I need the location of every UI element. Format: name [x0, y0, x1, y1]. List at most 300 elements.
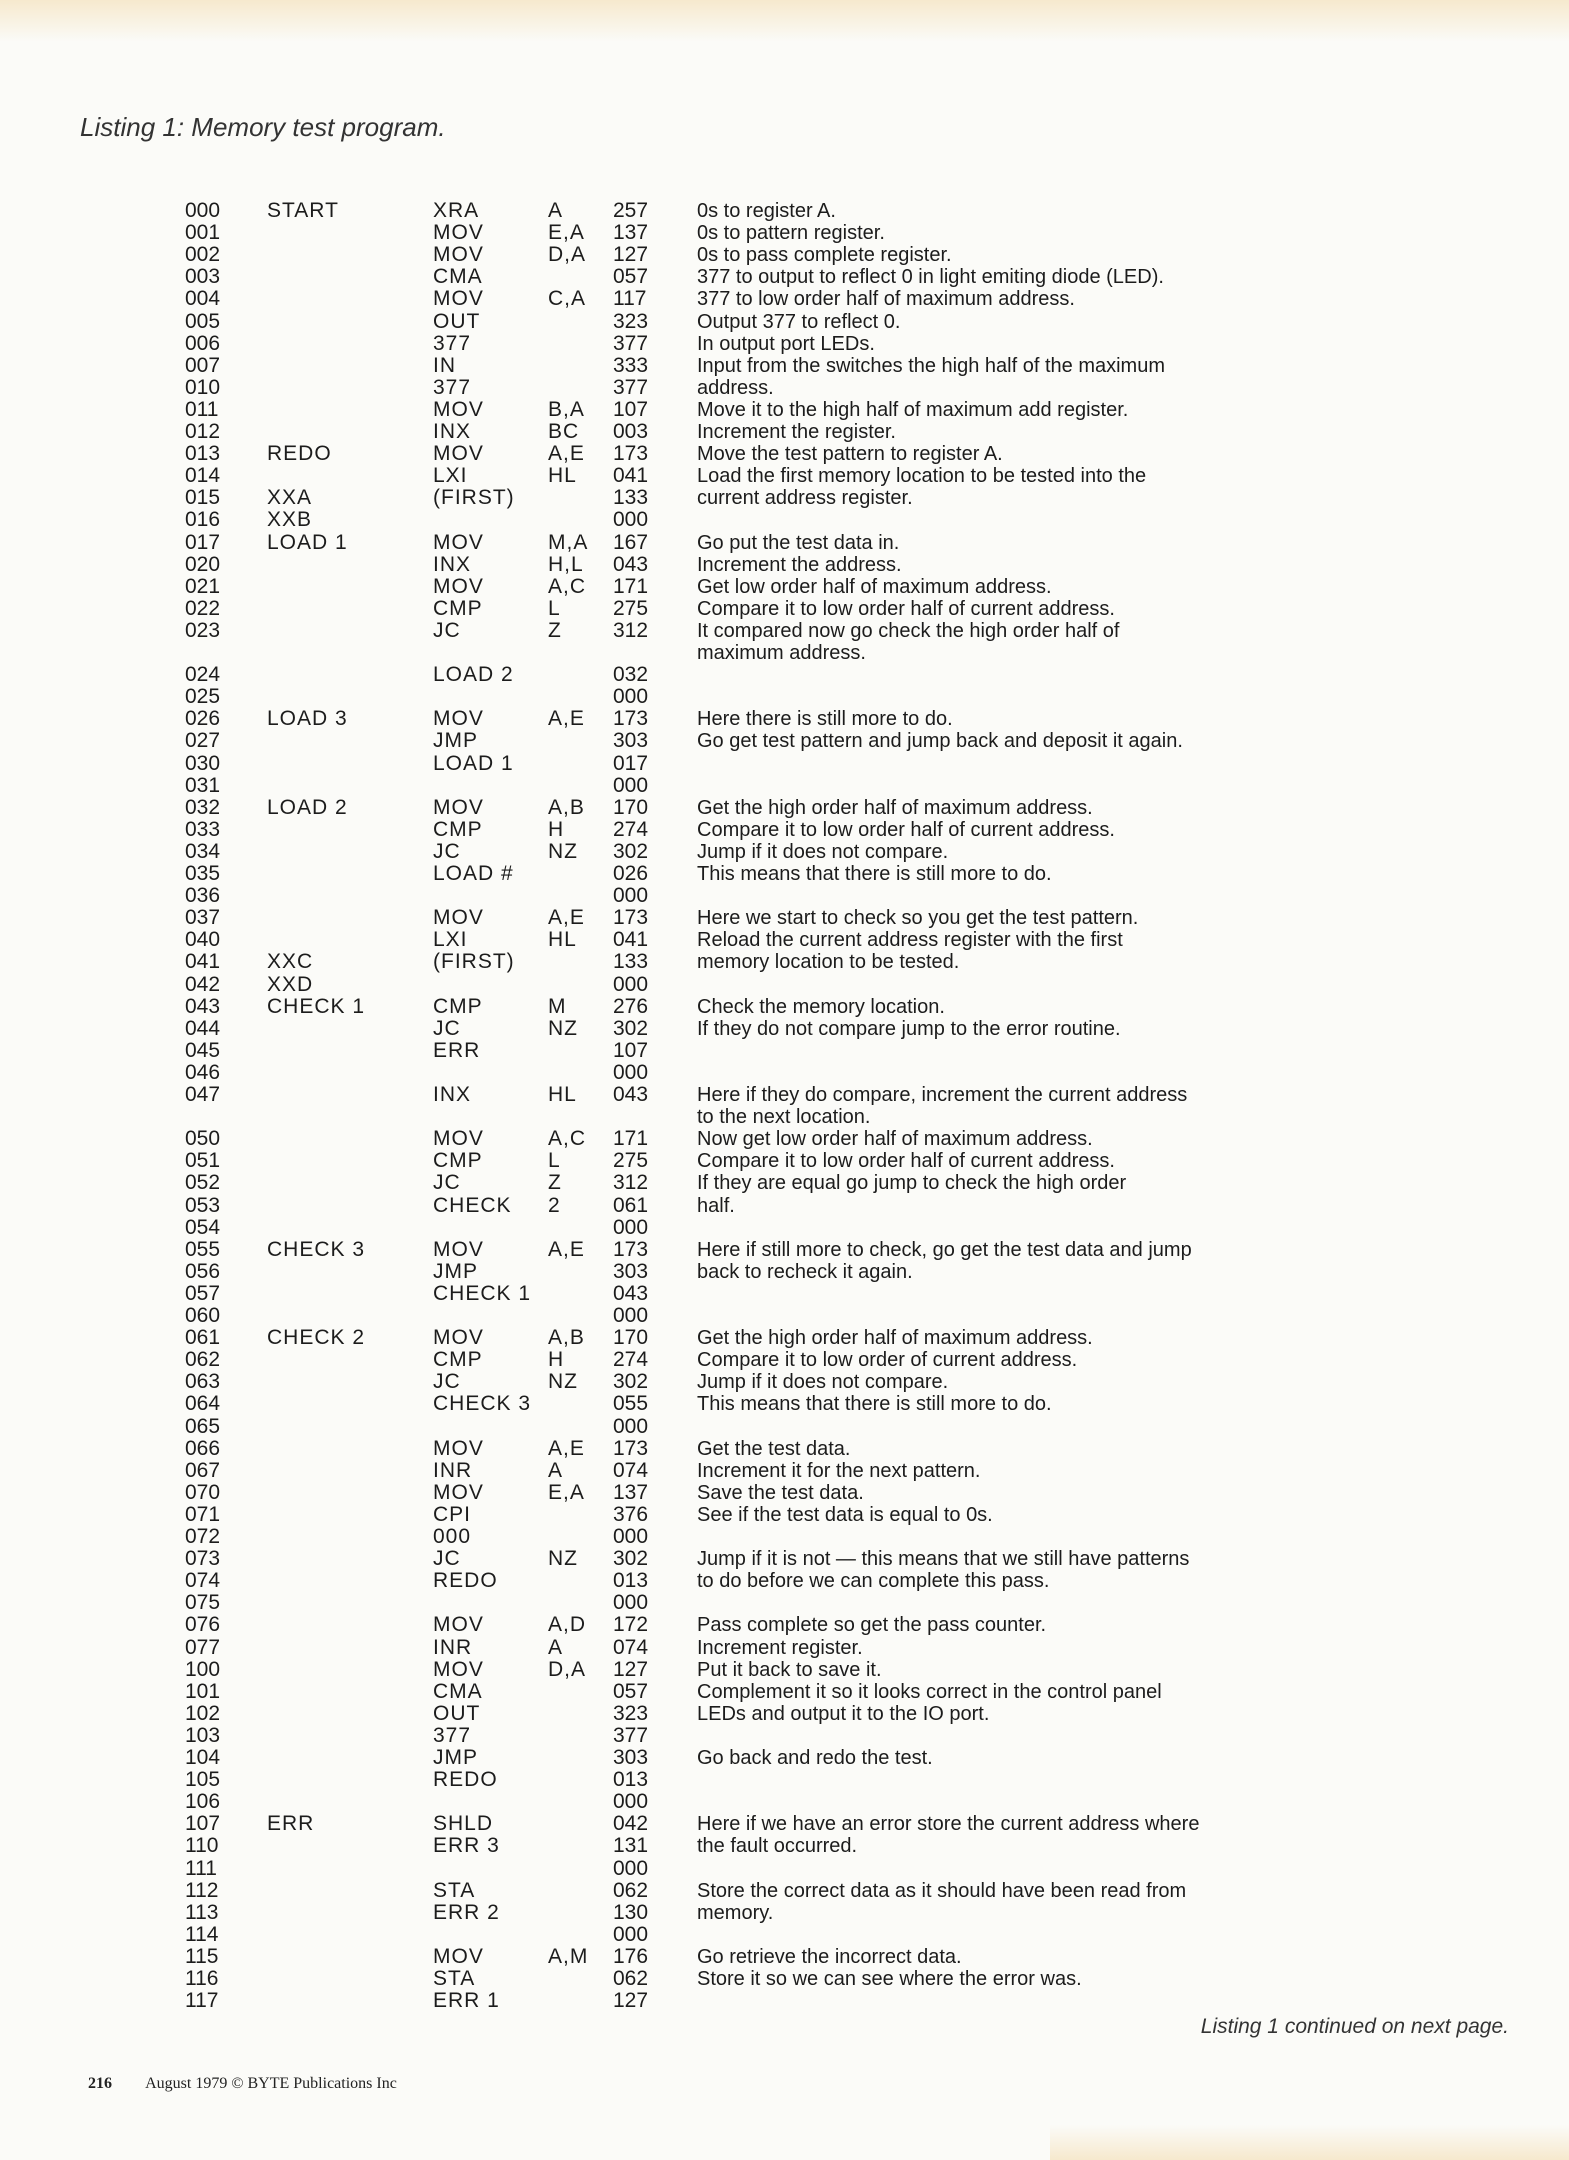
- operation: LOAD 2: [433, 663, 514, 686]
- listing-row: [0, 1570, 1569, 1592]
- octal-code: 323: [613, 1702, 649, 1725]
- operation: CMP: [433, 1348, 483, 1371]
- listing-row: [0, 311, 1569, 333]
- address: 017: [185, 531, 221, 554]
- octal-code: 303: [613, 1260, 649, 1283]
- address: 052: [185, 1171, 221, 1194]
- address: 041: [185, 950, 221, 973]
- listing-row: [0, 554, 1569, 576]
- label: LOAD 1: [267, 531, 348, 554]
- address: 004: [185, 287, 221, 310]
- listing-row: [0, 1084, 1569, 1106]
- octal-code: 176: [613, 1945, 649, 1968]
- operation: ERR: [433, 1039, 481, 1062]
- listing-row: [0, 951, 1569, 973]
- operand: M: [548, 995, 567, 1018]
- octal-code: 055: [613, 1392, 649, 1415]
- operand: A: [548, 199, 564, 222]
- octal-code: 302: [613, 1547, 649, 1570]
- comment: Load the first memory location to be tested into the: [697, 465, 1147, 487]
- address: 005: [185, 310, 221, 333]
- comment: address.: [697, 377, 774, 399]
- comment: current address register.: [697, 487, 913, 509]
- address: 035: [185, 862, 221, 885]
- label: START: [267, 199, 339, 222]
- operation: 377: [433, 376, 472, 399]
- address: 022: [185, 597, 221, 620]
- listing-row: [0, 1659, 1569, 1681]
- address: 021: [185, 575, 221, 598]
- operation: MOV: [433, 796, 484, 819]
- address: 060: [185, 1304, 221, 1327]
- listing-row: [0, 819, 1569, 841]
- listing-row: [0, 907, 1569, 929]
- comment: Jump if it does not compare.: [697, 1371, 949, 1393]
- octal-code: 376: [613, 1503, 649, 1526]
- octal-code: 000: [613, 1591, 649, 1614]
- operation: MOV: [433, 1326, 484, 1349]
- octal-code: 276: [613, 995, 649, 1018]
- listing-row: [0, 730, 1569, 752]
- octal-code: 000: [613, 884, 649, 907]
- comment: Put it back to save it.: [697, 1659, 882, 1681]
- operand: HL: [548, 1083, 577, 1106]
- operation: MOV: [433, 1437, 484, 1460]
- label: CHECK 3: [267, 1238, 366, 1261]
- comment: Increment it for the next pattern.: [697, 1460, 981, 1482]
- comment: Get the high order half of maximum address.: [697, 1327, 1093, 1349]
- octal-code: 171: [613, 1127, 649, 1150]
- octal-code: 000: [613, 774, 649, 797]
- address: 063: [185, 1370, 221, 1393]
- comment: back to recheck it again.: [697, 1261, 913, 1283]
- operand: A,D: [548, 1613, 587, 1636]
- operation: MOV: [433, 707, 484, 730]
- address: 024: [185, 663, 221, 686]
- operation: JC: [433, 619, 461, 642]
- operation: CMP: [433, 995, 483, 1018]
- label: XXA: [267, 486, 313, 509]
- operation: JC: [433, 1171, 461, 1194]
- comment: maximum address.: [697, 642, 866, 664]
- octal-code: 062: [613, 1967, 649, 1990]
- comment: memory.: [697, 1902, 774, 1924]
- page-number: 216: [88, 2075, 112, 2092]
- operation: MOV: [433, 531, 484, 554]
- operation: CHECK: [433, 1194, 512, 1217]
- listing-row: [0, 1283, 1569, 1305]
- operation: MOV: [433, 1613, 484, 1636]
- operation: MOV: [433, 1945, 484, 1968]
- listing-row: [0, 1526, 1569, 1548]
- listing-row: [0, 1637, 1569, 1659]
- address: 070: [185, 1481, 221, 1504]
- comment: Here if still more to check, go get the test data and jump: [697, 1239, 1192, 1261]
- address: 105: [185, 1768, 221, 1791]
- listing-row: [0, 1327, 1569, 1349]
- comment: Compare it to low order half of current address.: [697, 1150, 1115, 1172]
- address: 032: [185, 796, 221, 819]
- octal-code: 000: [613, 685, 649, 708]
- label: CHECK 2: [267, 1326, 366, 1349]
- address: 057: [185, 1282, 221, 1305]
- comment: Go back and redo the test.: [697, 1747, 933, 1769]
- listing-row: [0, 841, 1569, 863]
- address: 115: [185, 1945, 219, 1968]
- listing-row: [0, 1128, 1569, 1150]
- octal-code: 173: [613, 1437, 649, 1460]
- octal-code: 133: [613, 486, 649, 509]
- listing-row: [0, 399, 1569, 421]
- operation: 377: [433, 332, 472, 355]
- operation: MOV: [433, 287, 484, 310]
- octal-code: 043: [613, 1083, 649, 1106]
- listing-row: [0, 266, 1569, 288]
- address: 045: [185, 1039, 221, 1062]
- octal-code: 137: [613, 221, 649, 244]
- top-edge-stain: [0, 0, 1569, 42]
- address: 110: [185, 1834, 219, 1857]
- address: 007: [185, 354, 221, 377]
- octal-code: 173: [613, 442, 649, 465]
- operand: E,A: [548, 221, 585, 244]
- address: 002: [185, 243, 221, 266]
- operand: A: [548, 1636, 564, 1659]
- address: 034: [185, 840, 221, 863]
- listing-row: [0, 1416, 1569, 1438]
- address: 055: [185, 1238, 221, 1261]
- listing-row: [0, 1040, 1569, 1062]
- address: 066: [185, 1437, 221, 1460]
- operation: LOAD 1: [433, 752, 514, 775]
- listing-row: [0, 1614, 1569, 1636]
- octal-code: 074: [613, 1459, 649, 1482]
- address: 072: [185, 1525, 221, 1548]
- comment: 0s to pattern register.: [697, 222, 885, 244]
- listing-row: [0, 443, 1569, 465]
- address: 037: [185, 906, 221, 929]
- operation: LXI: [433, 464, 468, 487]
- operand: NZ: [548, 1370, 578, 1393]
- octal-code: 257: [613, 199, 649, 222]
- address: 030: [185, 752, 221, 775]
- octal-code: 275: [613, 597, 649, 620]
- octal-code: 133: [613, 950, 649, 973]
- operation: CMP: [433, 597, 483, 620]
- comment: See if the test data is equal to 0s.: [697, 1504, 993, 1526]
- octal-code: 172: [613, 1613, 649, 1636]
- operation: REDO: [433, 1768, 498, 1791]
- comment: half.: [697, 1195, 735, 1217]
- listing-row: [0, 1172, 1569, 1194]
- address: 036: [185, 884, 221, 907]
- operation: INX: [433, 553, 472, 576]
- comment: Now get low order half of maximum address.: [697, 1128, 1093, 1150]
- operand: A,E: [548, 1437, 585, 1460]
- listing-row: [0, 1349, 1569, 1371]
- address: 102: [185, 1702, 221, 1725]
- comment: Here there is still more to do.: [697, 708, 953, 730]
- octal-code: 274: [613, 818, 649, 841]
- address: 062: [185, 1348, 221, 1371]
- operation: MOV: [433, 398, 484, 421]
- operation: REDO: [433, 1569, 498, 1592]
- octal-code: 333: [613, 354, 649, 377]
- listing-row: [0, 753, 1569, 775]
- label: LOAD 3: [267, 707, 348, 730]
- address: 067: [185, 1459, 221, 1482]
- comment: memory location to be tested.: [697, 951, 960, 973]
- address: 014: [185, 464, 221, 487]
- octal-code: 026: [613, 862, 649, 885]
- comment: In output port LEDs.: [697, 333, 875, 355]
- listing-row: [0, 929, 1569, 951]
- listing-row: [0, 863, 1569, 885]
- listing-row: [0, 1835, 1569, 1857]
- listing-caption: Listing 1: Memory test program.: [80, 112, 446, 142]
- comment: If they are equal go jump to check the high order: [697, 1172, 1127, 1194]
- operand: H,L: [548, 553, 584, 576]
- comment: Jump if it is not — this means that we still have patterns: [697, 1548, 1190, 1570]
- operand: NZ: [548, 1547, 578, 1570]
- listing-row: [0, 885, 1569, 907]
- operation: CHECK 3: [433, 1392, 532, 1415]
- octal-code: 057: [613, 1680, 649, 1703]
- comment: Jump if it does not compare.: [697, 841, 949, 863]
- comment: Save the test data.: [697, 1482, 864, 1504]
- operation: MOV: [433, 1658, 484, 1681]
- listing-row: [0, 598, 1569, 620]
- operand: NZ: [548, 1017, 578, 1040]
- address: 117: [185, 1989, 219, 2012]
- comment: Store it so we can see where the error was.: [697, 1968, 1082, 1990]
- address: 104: [185, 1746, 221, 1769]
- listing-row: [0, 465, 1569, 487]
- octal-code: 013: [613, 1569, 649, 1592]
- label: CHECK 1: [267, 995, 366, 1018]
- operation: STA: [433, 1879, 476, 1902]
- operand: L: [548, 597, 561, 620]
- octal-code: 302: [613, 840, 649, 863]
- address: 112: [185, 1879, 219, 1902]
- operand: A,M: [548, 1945, 589, 1968]
- octal-code: 000: [613, 1415, 649, 1438]
- comment: Store the correct data as it should have been read from: [697, 1880, 1187, 1902]
- listing-row: [0, 642, 1569, 664]
- address: 114: [185, 1923, 219, 1946]
- address: 073: [185, 1547, 221, 1570]
- address: 015: [185, 486, 221, 509]
- address: 103: [185, 1724, 221, 1747]
- listing-row: [0, 1681, 1569, 1703]
- address: 006: [185, 332, 221, 355]
- address: 046: [185, 1061, 221, 1084]
- operation: IN: [433, 354, 456, 377]
- listing-row: [0, 1150, 1569, 1172]
- address: 051: [185, 1149, 221, 1172]
- listing-row: [0, 532, 1569, 554]
- operation: INX: [433, 420, 472, 443]
- octal-code: 312: [613, 619, 649, 642]
- comment: 377 to low order half of maximum address.: [697, 288, 1075, 310]
- address: 011: [185, 398, 219, 421]
- comment: Compare it to low order half of current address.: [697, 598, 1115, 620]
- address: 113: [185, 1901, 219, 1924]
- address: 106: [185, 1790, 221, 1813]
- address: 100: [185, 1658, 221, 1681]
- octal-code: 000: [613, 1304, 649, 1327]
- listing-row: [0, 686, 1569, 708]
- operation: (FIRST): [433, 486, 515, 509]
- listing-row: [0, 244, 1569, 266]
- label: LOAD 2: [267, 796, 348, 819]
- operand: C,A: [548, 287, 587, 310]
- comment: Go retrieve the incorrect data.: [697, 1946, 962, 1968]
- address: 033: [185, 818, 221, 841]
- octal-code: 127: [613, 1658, 649, 1681]
- comment: Go get test pattern and jump back and deposit it again.: [697, 730, 1183, 752]
- listing-row: [0, 1924, 1569, 1946]
- octal-code: 000: [613, 1216, 649, 1239]
- label: XXB: [267, 508, 313, 531]
- address: 101: [185, 1680, 221, 1703]
- listing-row: [0, 1880, 1569, 1902]
- operand: A,B: [548, 1326, 585, 1349]
- comment: Move the test pattern to register A.: [697, 443, 1003, 465]
- octal-code: 312: [613, 1171, 649, 1194]
- comment: Increment the register.: [697, 421, 896, 443]
- octal-code: 302: [613, 1017, 649, 1040]
- comment: Complement it so it looks correct in the control panel: [697, 1681, 1162, 1703]
- octal-code: 000: [613, 1857, 649, 1880]
- comment: Reload the current address register with the first: [697, 929, 1123, 951]
- listing-row: [0, 974, 1569, 996]
- octal-code: 377: [613, 332, 649, 355]
- listing-row: [0, 1460, 1569, 1482]
- address: 025: [185, 685, 221, 708]
- address: 040: [185, 928, 221, 951]
- listing-row: [0, 576, 1569, 598]
- operand: A,C: [548, 575, 587, 598]
- comment: Output 377 to reflect 0.: [697, 311, 901, 333]
- octal-code: 107: [613, 398, 649, 421]
- operation: OUT: [433, 1702, 481, 1725]
- octal-code: 003: [613, 420, 649, 443]
- listing-row: [0, 509, 1569, 531]
- octal-code: 000: [613, 508, 649, 531]
- operation: SHLD: [433, 1812, 494, 1835]
- operand: HL: [548, 464, 577, 487]
- bottom-edge-stain: [1050, 2125, 1569, 2160]
- address: 111: [185, 1857, 217, 1880]
- operand: L: [548, 1149, 561, 1172]
- octal-code: 377: [613, 1724, 649, 1747]
- comment: Compare it to low order of current address.: [697, 1349, 1078, 1371]
- page-footer: [88, 2075, 397, 2093]
- listing-row: [0, 1482, 1569, 1504]
- octal-code: 130: [613, 1901, 649, 1924]
- octal-code: 062: [613, 1879, 649, 1902]
- address: 026: [185, 707, 221, 730]
- operand: A,E: [548, 707, 585, 730]
- operation: STA: [433, 1967, 476, 1990]
- listing-row: [0, 1703, 1569, 1725]
- octal-code: 323: [613, 310, 649, 333]
- octal-code: 041: [613, 464, 649, 487]
- octal-code: 000: [613, 1061, 649, 1084]
- address: 053: [185, 1194, 221, 1217]
- operation: JC: [433, 840, 461, 863]
- operation: MOV: [433, 906, 484, 929]
- address: 107: [185, 1812, 221, 1835]
- address: 071: [185, 1503, 221, 1526]
- octal-code: 000: [613, 1790, 649, 1813]
- address: 077: [185, 1636, 221, 1659]
- octal-code: 274: [613, 1348, 649, 1371]
- operand: Z: [548, 1171, 562, 1194]
- comment: the fault occurred.: [697, 1835, 858, 1857]
- listing-row: [0, 421, 1569, 443]
- octal-code: 061: [613, 1194, 649, 1217]
- label: ERR: [267, 1812, 315, 1835]
- comment: Check the memory location.: [697, 996, 945, 1018]
- octal-code: 000: [613, 1525, 649, 1548]
- operation: CMP: [433, 1149, 483, 1172]
- listing-row: [0, 1769, 1569, 1791]
- label: REDO: [267, 442, 332, 465]
- operation: OUT: [433, 310, 481, 333]
- address: 056: [185, 1260, 221, 1283]
- operation: ERR 2: [433, 1901, 500, 1924]
- footer-text: August 1979 © BYTE Publications Inc: [145, 2075, 397, 2092]
- octal-code: 041: [613, 928, 649, 951]
- operand: A,C: [548, 1127, 587, 1150]
- octal-code: 173: [613, 707, 649, 730]
- operand: B,A: [548, 398, 585, 421]
- continued-note: Listing 1 continued on next page.: [1200, 2015, 1509, 2038]
- listing-row: [0, 996, 1569, 1018]
- operation: CPI: [433, 1503, 472, 1526]
- comment: Compare it to low order half of current address.: [697, 819, 1115, 841]
- octal-code: 275: [613, 1149, 649, 1172]
- octal-code: 137: [613, 1481, 649, 1504]
- octal-code: 117: [613, 287, 647, 310]
- address: 043: [185, 995, 221, 1018]
- operand: E,A: [548, 1481, 585, 1504]
- octal-code: 013: [613, 1768, 649, 1791]
- octal-code: 127: [613, 1989, 649, 2012]
- address: 010: [185, 376, 221, 399]
- octal-code: 000: [613, 973, 649, 996]
- address: 044: [185, 1017, 221, 1040]
- operand: 2: [548, 1194, 561, 1217]
- comment: If they do not compare jump to the error routine.: [697, 1018, 1121, 1040]
- operand: D,A: [548, 243, 587, 266]
- comment: 377 to output to reflect 0 in light emiting diode (LED).: [697, 266, 1164, 288]
- operation: INR: [433, 1459, 473, 1482]
- comment: Here we start to check so you get the test pattern.: [697, 907, 1139, 929]
- octal-code: 171: [613, 575, 649, 598]
- operation: JC: [433, 1547, 461, 1570]
- operation: ERR 3: [433, 1834, 500, 1857]
- comment: This means that there is still more to do.: [697, 863, 1052, 885]
- listing-row: [0, 1990, 1569, 2012]
- octal-code: 303: [613, 729, 649, 752]
- listing-row: [0, 333, 1569, 355]
- listing-row: [0, 1946, 1569, 1968]
- operand: BC: [548, 420, 580, 443]
- octal-code: 127: [613, 243, 649, 266]
